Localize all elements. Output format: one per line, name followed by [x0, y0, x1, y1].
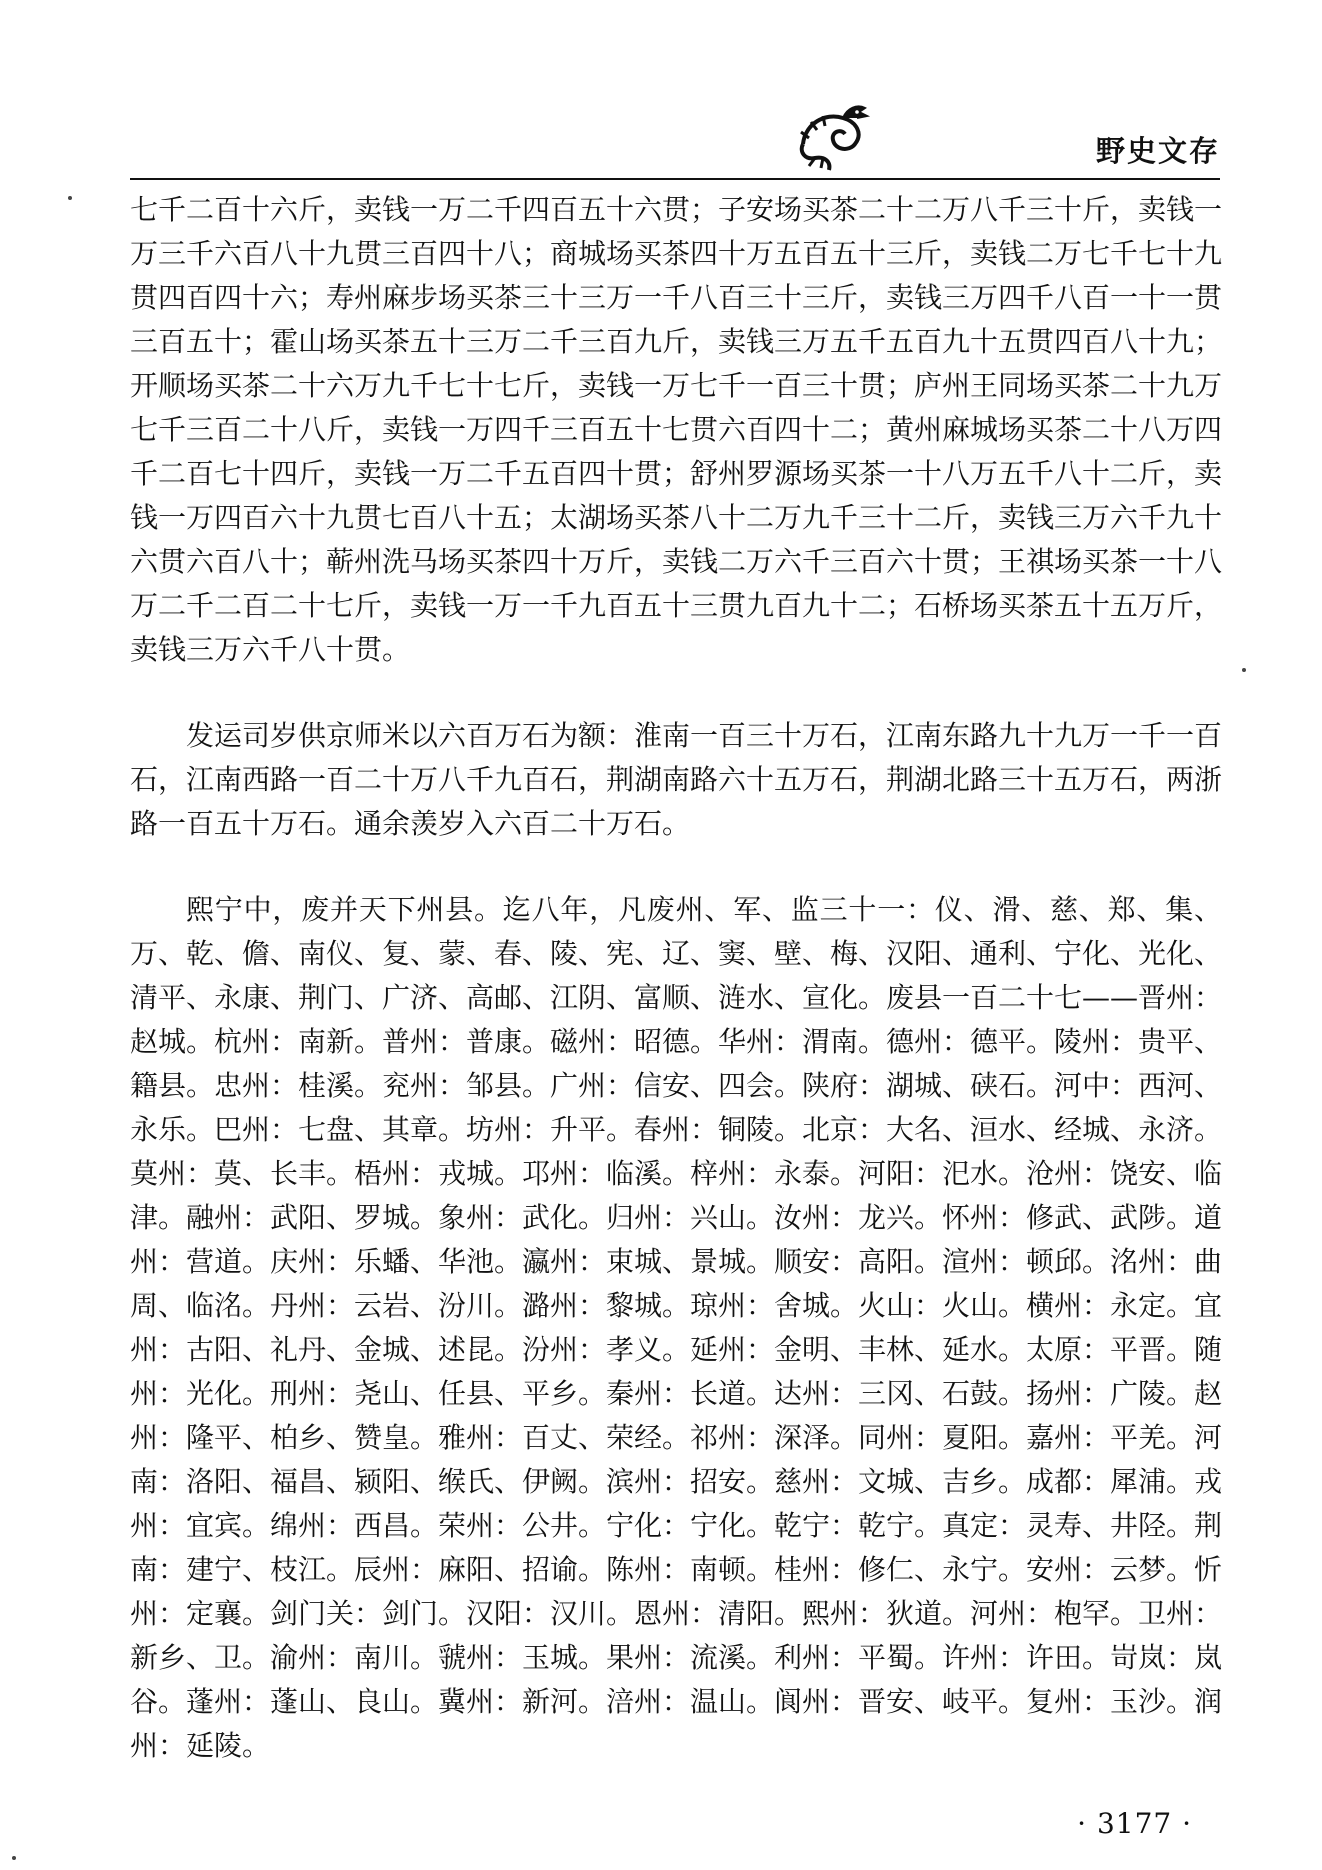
paragraph-tea-markets: 七千二百十六斤，卖钱一万二千四百五十六贯；子安场买茶二十二万八千三十斤，卖钱一万三千六百八十九贯三百四十八；商城场买茶四十万五百五十三斤，卖钱二万七千七十九贯四百四十六；寿州麻步场买茶三十三万一千八百三十三斤，卖钱三万四千八百一十一贯三百五十；霍山场买茶五十三万二千三百九斤，卖钱三万五千五百九十五贯四百八十九；开顺场买茶二十六万九千七十七斤，卖钱一万七千一百三十贯；庐州王同场买茶二十九万七千三百二十八斤，卖钱一万四千三百五十七贯六百四十二；黄州麻城场买茶二十八万四千二百七十四斤，卖钱一万二千五百四十贯；舒州罗源场买茶一十八万五千八十二斤，卖钱一万四百六十九贯七百八十五；太湖场买茶八十二万九千三十二斤，卖钱三万六千九十六贯六百八十；蕲州洗马场买茶四十万斤，卖钱二万六千三百六十贯；王祺场买茶一十八万二千二百二十七斤，卖钱一万一千九百五十三贯九百九十二；石桥场买茶五十五万斤，卖钱三万六千八十贯。: [130, 193, 1223, 666]
series-title: 野史文存: [1095, 134, 1220, 168]
paragraph-grain-quota: 发运司岁供京师米以六百万石为额：淮南一百三十万石，江南东路九十九万一千一百石，江南西路一百二十万八千九百石，荆湖南路六十五万石，荆湖北路三十五万石，两浙路一百五十万石。通余羡岁入六百二十万石。: [130, 719, 1223, 840]
page-header: [130, 96, 1220, 180]
scan-speck: [12, 1856, 16, 1860]
paragraph-abolished-counties: 熙宁中，废并天下州县。迄八年，凡废州、军、监三十一：仪、滑、慈、郑、集、万、乾、儋、南仪、复、蒙、春、陵、宪、辽、窦、壁、梅、汉阳、通利、宁化、光化、清平、永康、荆门、广济、高邮、江阴、富顺、涟水、宣化。废县一百二十七——晋州：赵城。杭州：南新。普州：普康。磁州：昭德。华州：渭南。德州：德平。陵州：贵平、籍县。忠州：桂溪。兖州：邹县。广州：信安、四会。陕府：湖城、硖石。河中：西河、永乐。巴州：七盘、其章。坊州：升平。春州：铜陵。北京：大名、洹水、经城、永济。莫州：莫、长丰。梧州：戎城。邛州：临溪。梓州：永泰。河阳：汜水。沧州：饶安、临津。融州：武阳、罗城。象州：武化。归州：兴山。汝州：龙兴。怀州：修武、武陟。道州：营道。庆州：乐蟠、华池。瀛州：束城、景城。顺安：高阳。渲州：顿邱。洺州：曲周、临洺。丹州：云岩、汾川。潞州：黎城。琼州：舍城。火山：火山。横州：永定。宜州：古阳、礼丹、金城、述昆。汾州：孝义。延州：金明、丰林、延水。太原：平晋。随州：光化。刑州：尧山、任县、平乡。秦州：长道。达州：三冈、石鼓。扬州：广陵。赵州：隆平、柏乡、赞皇。雅州：百丈、荣经。祁州：深泽。同州：夏阳。嘉州：平羌。河南：洛阳、福昌、颍阳、缑氏、伊阙。滨州：招安。慈州：文城、吉乡。成都：犀浦。戎州：宜宾。绵州：西昌。荣州：公井。宁化：宁化。乾宁：乾宁。真定：灵寿、井陉。荆南：建宁、枝江。辰州：麻阳、招谕。陈州：南顿。桂州：修仁、永宁。安州：云梦。忻州：定襄。剑门关：剑门。汉阳：汉川。恩州：清阳。熙州：狄道。河州：枹罕。卫州：新乡、卫。渝州：南川。虢州：玉城。果州：流溪。利州：平蜀。许州：许田。岢岚：岚谷。蓬州：蓬山、良山。冀州：新河。涪州：温山。阆州：晋安、岐平。复州：玉沙。润州：延陵。: [130, 893, 1223, 1762]
header-rule: [130, 178, 1220, 180]
scan-speck: [68, 196, 72, 200]
dragon-emblem-icon: [795, 100, 875, 174]
page-number: · 3177 ·: [1077, 1807, 1192, 1840]
scan-speck: [1242, 668, 1246, 672]
main-text: [130, 188, 1222, 1768]
